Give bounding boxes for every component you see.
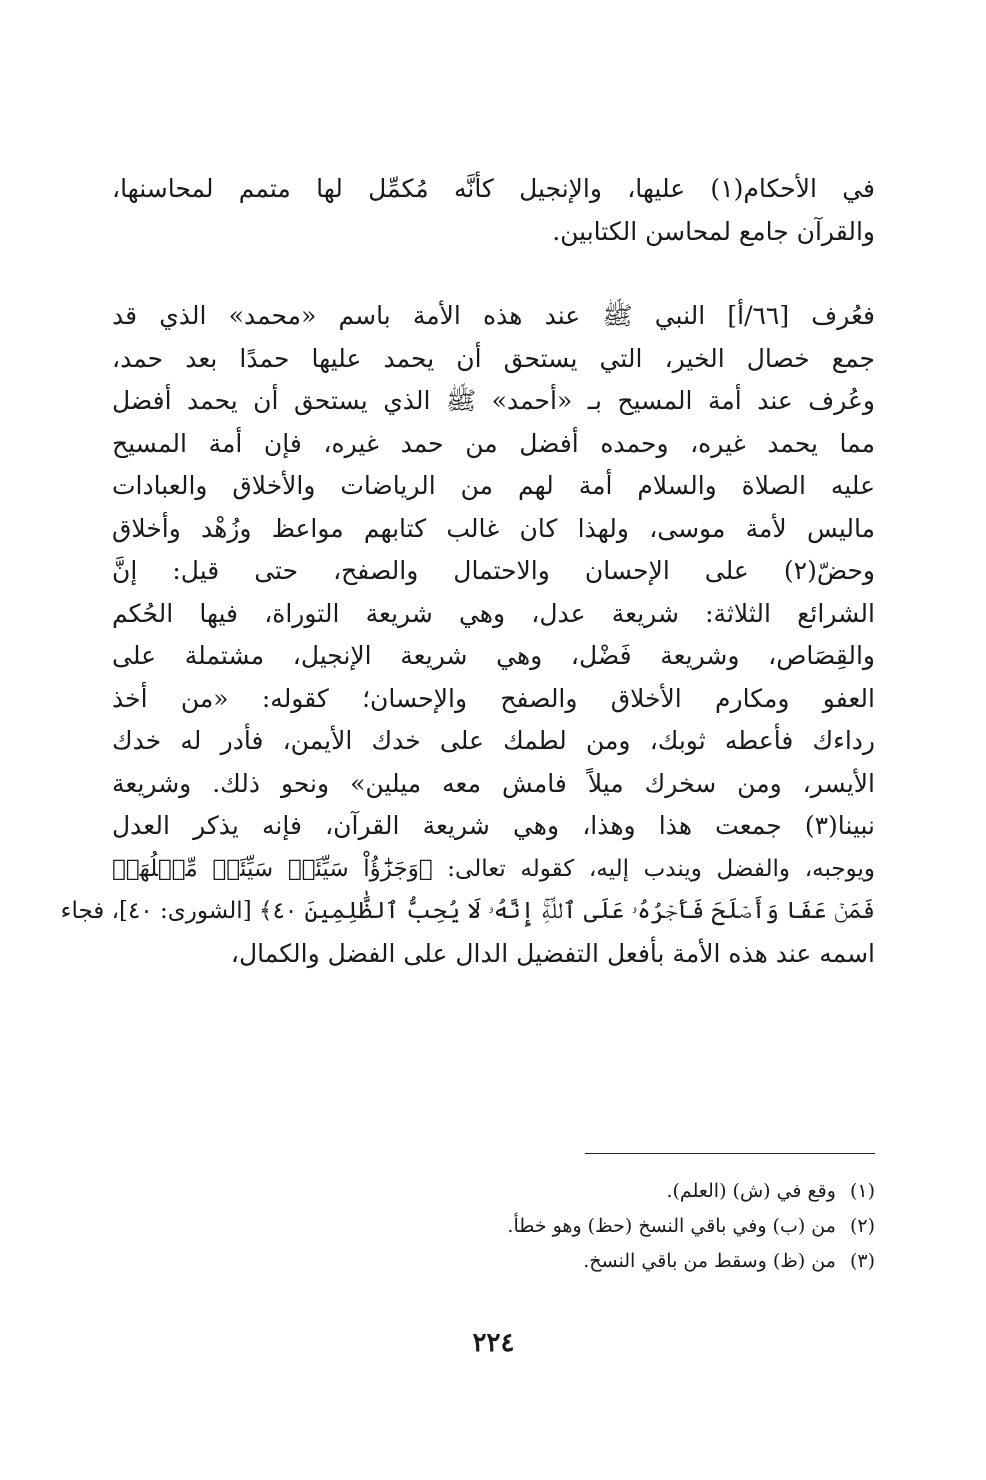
footnote-number: (٢): [849, 1215, 875, 1237]
paragraph-line: جمع خصال الخير، التي يستحق أن يحمد عليها حمدًا بعد حمد،: [112, 343, 875, 373]
footnote-text: من (ظ) وسقط من باقي النسخ.: [583, 1250, 836, 1272]
paragraph-line: والقرآن جامع لمحاسن الكتابين.: [552, 216, 875, 246]
paragraph-line: الشرائع الثلاثة: شريعة عدل، وهي شريعة التوراة، فيها الحُكم: [112, 598, 875, 628]
footnote-item: [112, 1174, 875, 1209]
paragraph-line: فعُرف [٦٦/أ] النبي ﷺ عند هذه الأمة باسم «محمد» الذي قد: [112, 301, 876, 330]
paragraph-line: في الأحكام(١) عليها، والإنجيل كأنَّه مُكمِّل لها متمم لمحاسنها،: [112, 174, 875, 203]
footnote-number: (١): [849, 1180, 875, 1202]
paragraph-1: [112, 168, 875, 253]
footnote-text: من (ب) وفي باقي النسخ (حظ) وهو خطأ.: [507, 1215, 836, 1237]
paragraph-line: ماليس لأمة موسى، ولهذا كان غالب كتابهم مواعظ وزُهْد وأخلاق: [112, 513, 875, 543]
paragraph-line: الأيسر، ومن سخرك ميلاً فامش معه ميلين» ونحو ذلك. وشريعة: [112, 768, 875, 798]
paragraph-line: وحضّ(٢) على الإحسان والاحتمال والصفح، حتى قيل: إنَّ: [112, 556, 875, 585]
paragraph-line: اسمه عند هذه الأمة بأفعل التفضيل الدال على الفضل والكمال،: [230, 938, 875, 968]
quran-verse-line: فَمَنۡ عَفَا وَأَصۡلَحَ فَأَجۡرُهُۥ عَلَى ٱللَّهِۚ إِنَّهُۥ لَا يُحِبُّ ٱلظَّٰلِمِينَ ٤٠﴾ [الشورى: ٤٠]، فجاء: [60, 898, 875, 924]
paragraph-line: العفو ومكارم الأخلاق والصفح والإحسان؛ كقوله: «من أخذ: [112, 683, 875, 713]
paragraph-line: مما يحمد غيره، وحمده أفضل من حمد غيره، فإن أمة المسيح: [112, 428, 875, 458]
page-number: ٢٢٤: [472, 1328, 515, 1358]
paragraph-line: رداءك فأعطه ثوبك، ومن لطمك على خدك الأيمن، فأدر له خدك: [112, 726, 875, 755]
paragraph-line: عليه الصلاة والسلام أمة لهم من الرياضات والأخلاق والعبادات: [112, 471, 875, 500]
paragraph-line: نبينا(٣) جمعت هذا وهذا، وهي شريعة القرآن، فإنه يذكر العدل: [112, 811, 875, 840]
footnote-item: [112, 1244, 875, 1279]
footnote-item: [112, 1209, 875, 1244]
paragraph-line: والقِصَاص، وشريعة فَضْل، وهي شريعة الإنجيل، مشتملة على: [112, 641, 875, 670]
footnote-divider: [585, 1153, 875, 1154]
paragraph-2: [60, 295, 876, 975]
footnotes-list: [112, 1174, 875, 1279]
paragraph-line: وعُرف عند أمة المسيح بـ «أحمد» ﷺ الذي يستحق أن يحمد أفضل: [112, 386, 875, 415]
quran-verse-line: ويوجبه، والفضل ويندب إليه، كقوله تعالى: ﴿وَجَزَٰٓؤُاْ سَيِّئَةٖ سَيِّئَةٞ مِّثۡلُهَاۖ: [112, 855, 875, 882]
footnote-number: (٣): [849, 1250, 875, 1272]
footnote-text: وقع في (ش) (العلم).: [666, 1180, 836, 1202]
book-page: [60, 168, 876, 1428]
